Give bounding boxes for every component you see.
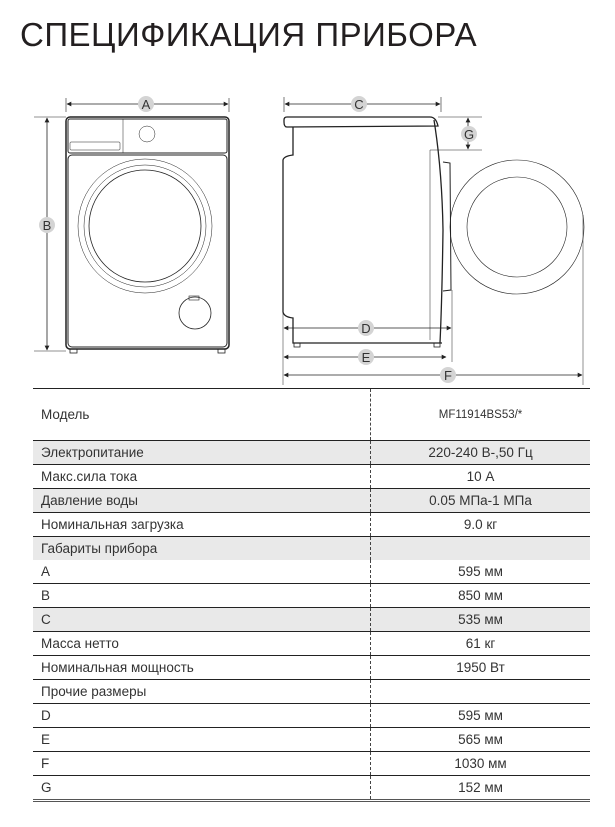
- front-view: [34, 98, 229, 353]
- row-value: 595 мм: [371, 704, 590, 728]
- svg-text:D: D: [361, 321, 371, 336]
- label-chip-b: [39, 217, 55, 233]
- table-row-section-dimensions: [33, 537, 590, 561]
- page-title: СПЕЦИФИКАЦИЯ ПРИБОРА: [20, 16, 478, 53]
- svg-text:F: F: [444, 368, 452, 383]
- table-row: [33, 728, 590, 752]
- row-label: Давление воды: [33, 489, 371, 513]
- row-value: 9.0 кг: [371, 513, 590, 537]
- row-label: E: [33, 728, 371, 752]
- row-label: B: [33, 584, 371, 608]
- row-label: Макс.сила тока: [33, 465, 371, 489]
- label-chip-e: [358, 349, 374, 365]
- spec-table: [33, 388, 590, 802]
- row-label: Номинальная мощность: [33, 656, 371, 680]
- row-label: Электропитание: [33, 441, 371, 465]
- table-row-section-other: [33, 680, 590, 704]
- table-row: [33, 704, 590, 728]
- row-value: [371, 537, 590, 561]
- svg-text:A: A: [141, 97, 151, 112]
- svg-text:G: G: [463, 127, 475, 142]
- row-value: 10 А: [371, 465, 590, 489]
- row-label: C: [33, 608, 371, 632]
- row-value: 565 мм: [371, 728, 590, 752]
- row-value: 595 мм: [371, 560, 590, 584]
- row-label: Модель: [33, 389, 371, 441]
- table-row-model: [33, 389, 590, 441]
- label-chip-c: [351, 96, 367, 112]
- table-row: [33, 776, 590, 801]
- table-row: [33, 513, 590, 537]
- table-row: [33, 560, 590, 584]
- row-value: 850 мм: [371, 584, 590, 608]
- svg-text:C: C: [354, 97, 364, 112]
- row-label: Масса нетто: [33, 632, 371, 656]
- label-chip-d: [358, 320, 374, 336]
- side-view: [283, 97, 584, 385]
- table-row: [33, 441, 590, 465]
- row-label: Номинальная загрузка: [33, 513, 371, 537]
- table-row: [33, 632, 590, 656]
- row-label: F: [33, 752, 371, 776]
- row-label: D: [33, 704, 371, 728]
- svg-text:E: E: [361, 350, 371, 365]
- row-value: 1030 мм: [371, 752, 590, 776]
- table-row: [33, 489, 590, 513]
- row-value: 152 мм: [371, 776, 590, 801]
- row-label: G: [33, 776, 371, 801]
- label-chip-f: [440, 367, 456, 383]
- label-chip-a: [138, 96, 154, 112]
- row-label: Габариты прибора: [33, 537, 371, 561]
- row-value: MF11914BS53/*: [371, 389, 590, 441]
- svg-text:B: B: [42, 218, 52, 233]
- label-chip-g: [461, 126, 477, 142]
- table-row: [33, 584, 590, 608]
- table-row: [33, 752, 590, 776]
- row-value: [371, 680, 590, 704]
- row-value: 1950 Вт: [371, 656, 590, 680]
- row-value: 535 мм: [371, 608, 590, 632]
- table-row: [33, 465, 590, 489]
- row-label: Прочие размеры: [33, 680, 371, 704]
- table-row: [33, 656, 590, 680]
- row-label: A: [41, 564, 51, 579]
- row-value: 61 кг: [371, 632, 590, 656]
- dimension-diagram: [0, 85, 615, 385]
- row-value: 0.05 МПа-1 МПа: [371, 489, 590, 513]
- table-row: [33, 608, 590, 632]
- row-value: 220-240 В-,50 Гц: [371, 441, 590, 465]
